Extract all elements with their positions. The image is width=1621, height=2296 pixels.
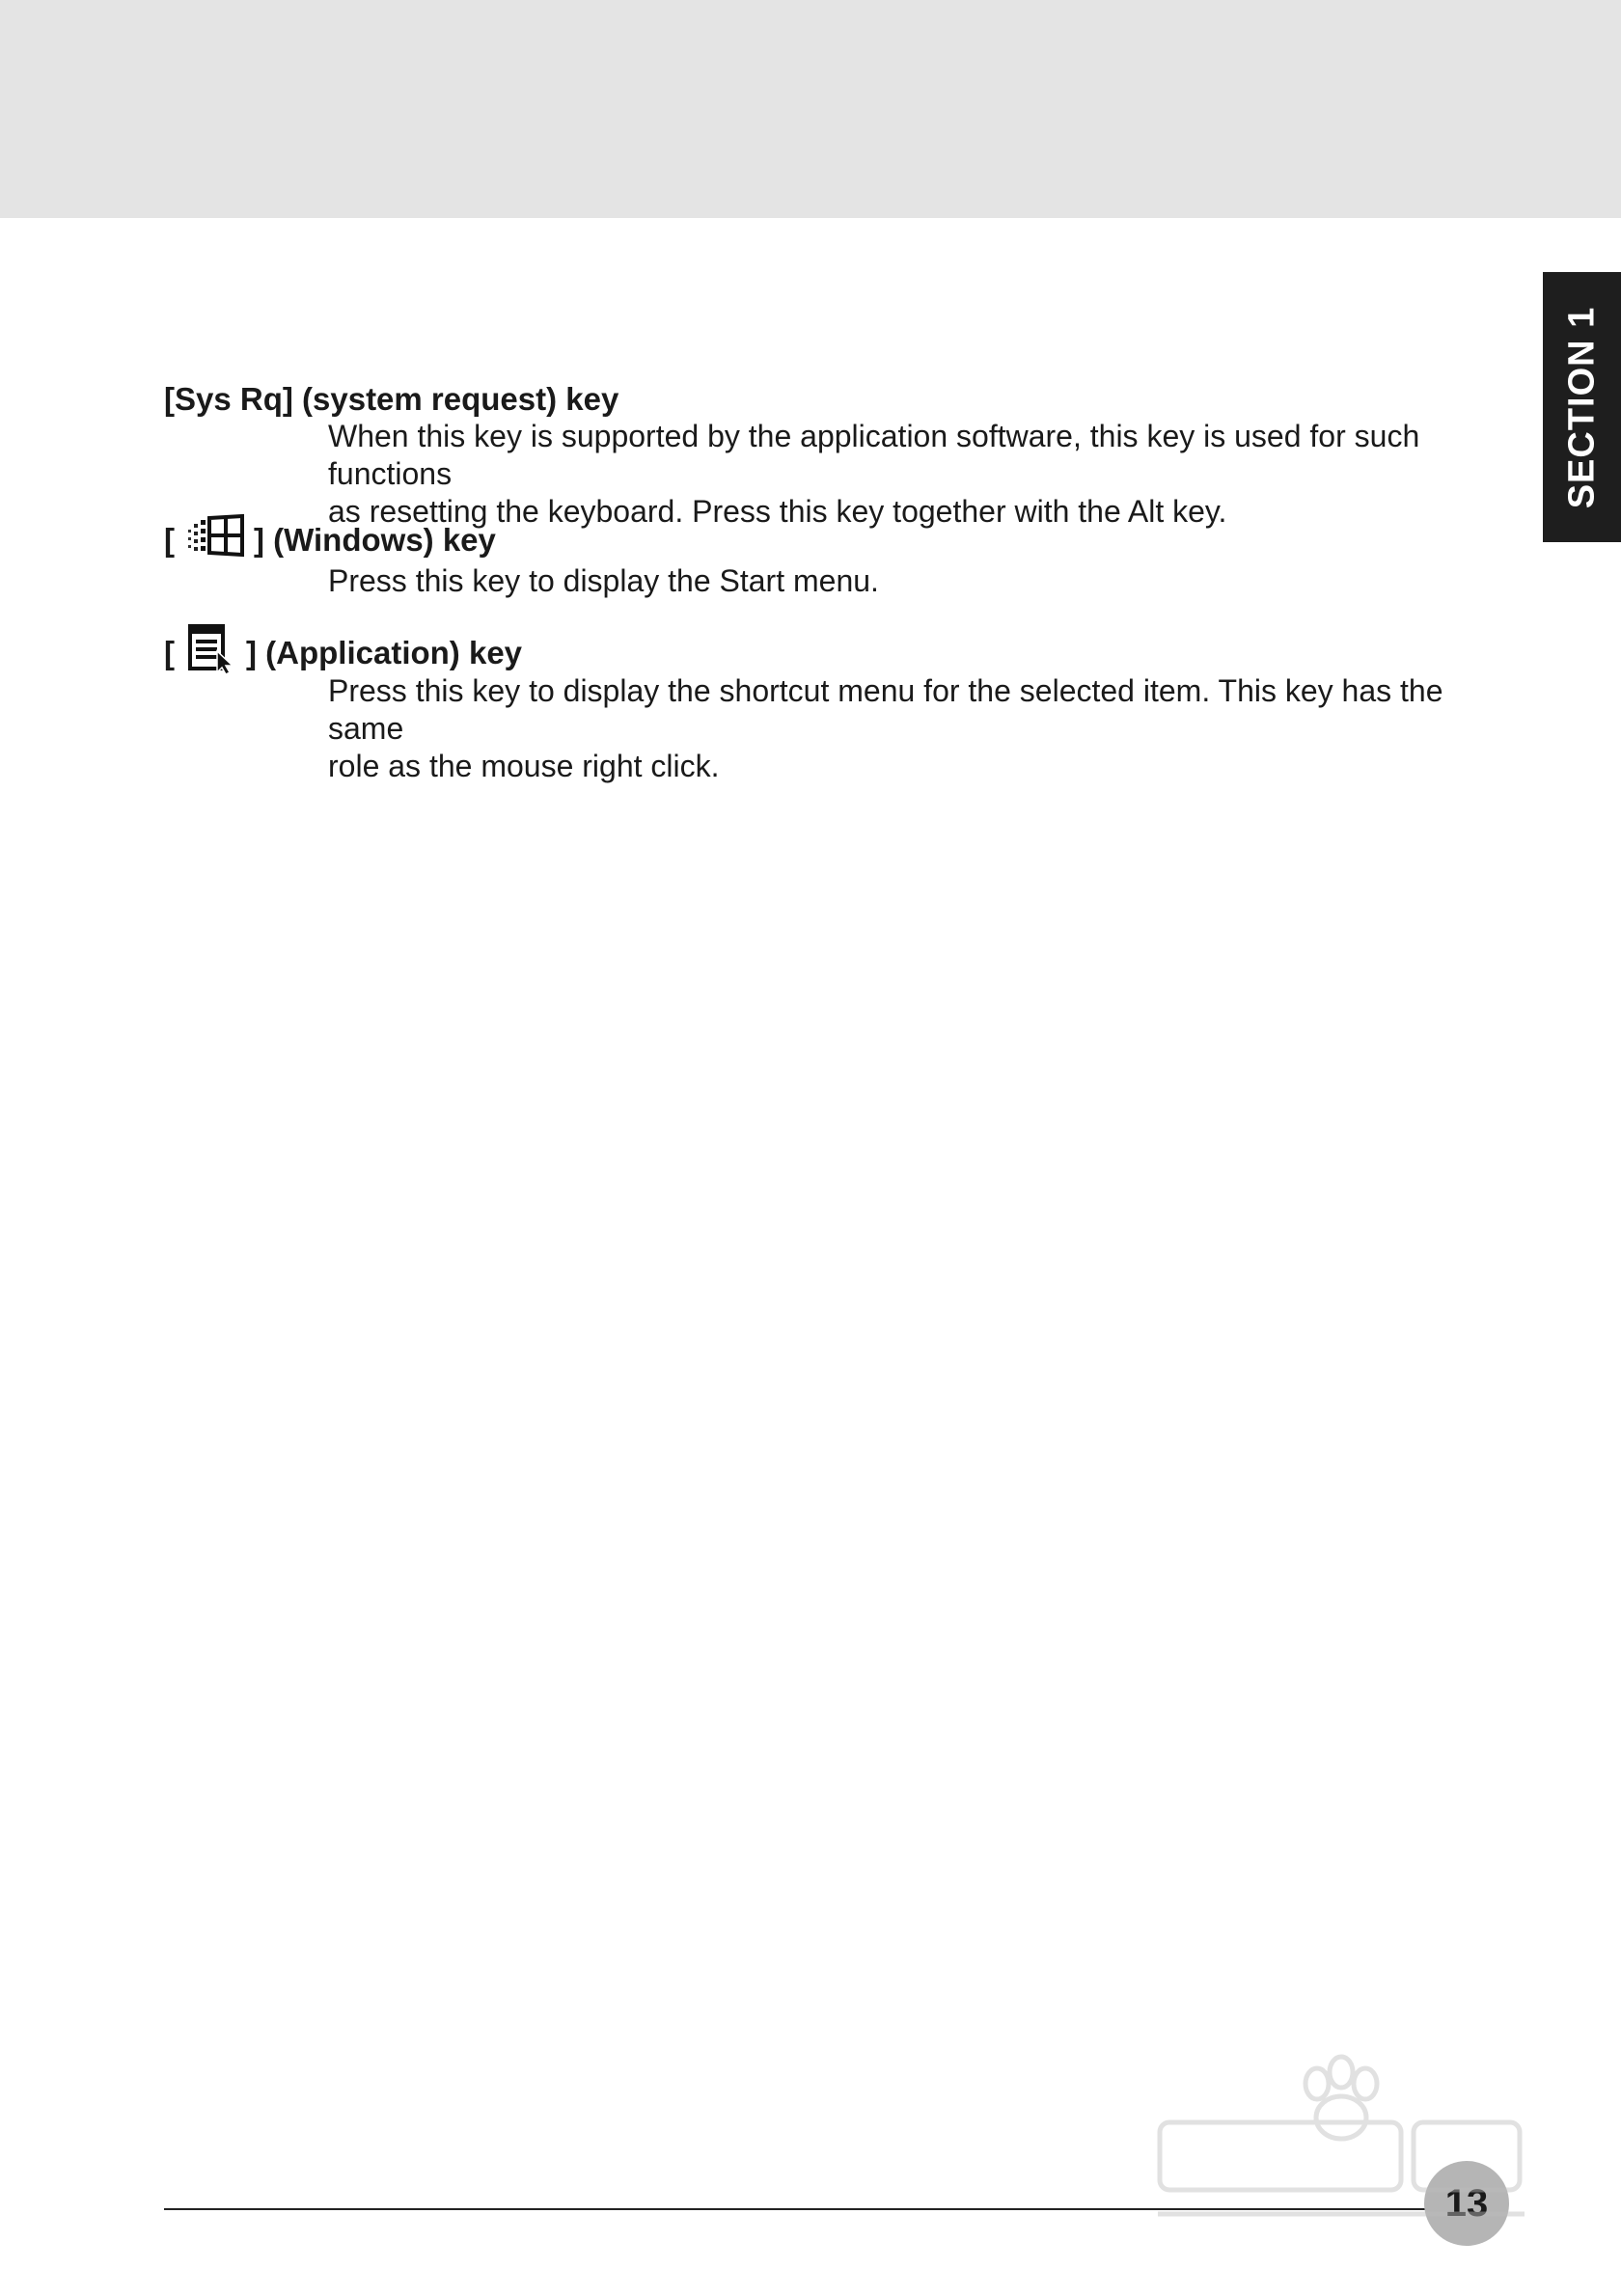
application-key-description	[328, 672, 1525, 785]
sysrq-heading: [Sys Rq] (system request) key	[164, 381, 619, 417]
sysrq-line-1: When this key is supported by the application software, this key is used for such functions	[328, 419, 1420, 491]
windows-key-label: ] (Windows) key	[254, 521, 496, 558]
windows-key-bracket: [	[164, 521, 175, 558]
windows-key-heading	[164, 512, 496, 567]
windows-logo-icon	[186, 512, 246, 567]
sysrq-line-2: as resetting the keyboard. Press this key together with the Alt key.	[328, 494, 1227, 529]
section-tab-label: SECTION 1	[1561, 306, 1603, 508]
footer-rule	[164, 2208, 1438, 2210]
windows-key-line-1: Press this key to display the Start menu.	[328, 563, 879, 598]
page-number: 13	[1424, 2161, 1509, 2246]
sysrq-description	[328, 418, 1525, 531]
application-key-line-2: role as the mouse right click.	[328, 749, 720, 783]
application-key-bracket: [	[164, 634, 175, 670]
application-key-line-1: Press this key to display the shortcut menu for the selected item. This key has the same	[328, 673, 1443, 746]
application-menu-icon	[186, 622, 238, 683]
header-band	[0, 0, 1621, 218]
windows-key-description	[328, 562, 1525, 600]
section-tab	[1543, 272, 1621, 542]
application-key-label: ] (Application) key	[246, 634, 523, 670]
